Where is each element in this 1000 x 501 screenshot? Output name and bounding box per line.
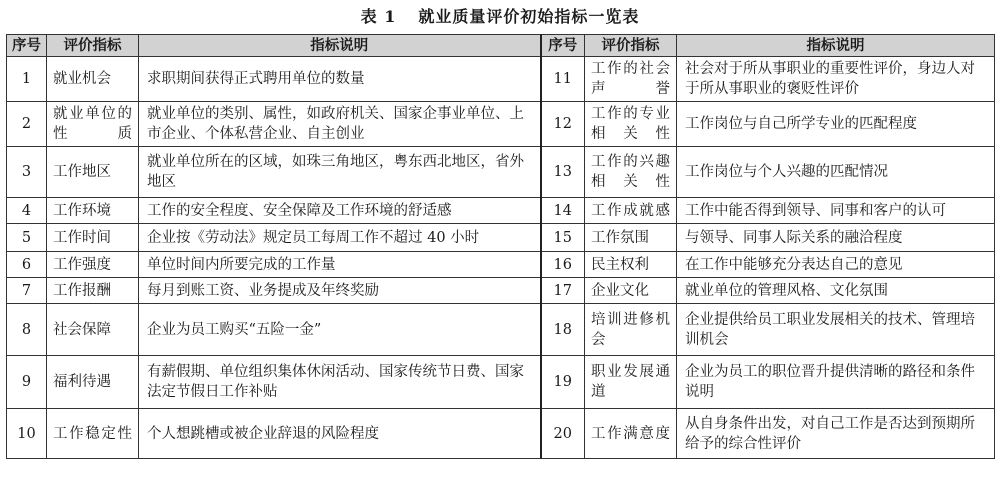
row-number: 2	[7, 102, 47, 147]
indicator-name: 工作环境	[47, 198, 139, 224]
table-row	[7, 102, 995, 147]
indicator-name: 工作成就感	[585, 198, 677, 224]
indicator-description: 工作岗位与个人兴趣的匹配情况	[677, 147, 995, 198]
row-number: 9	[7, 356, 47, 409]
table-header-row	[7, 35, 995, 57]
indicator-description: 工作中能否得到领导、同事和客户的认可	[677, 198, 995, 224]
row-number: 4	[7, 198, 47, 224]
indicator-name: 民主权利	[585, 252, 677, 278]
indicator-description: 企业提供给员工职业发展相关的技术、管理培训机会	[677, 304, 995, 356]
row-number: 3	[7, 147, 47, 198]
table-row	[7, 147, 995, 198]
indicator-name: 工作强度	[47, 252, 139, 278]
row-number: 13	[541, 147, 585, 198]
row-number: 18	[541, 304, 585, 356]
table-row	[7, 224, 995, 252]
header-indicator: 评价指标	[47, 35, 139, 57]
row-number: 15	[541, 224, 585, 252]
table-title: 就业质量评价初始指标一览表	[418, 7, 640, 26]
header-seq: 序号	[7, 35, 47, 57]
row-number: 10	[7, 409, 47, 459]
indicator-description: 工作岗位与自己所学专业的匹配程度	[677, 102, 995, 147]
header-indicator: 评价指标	[585, 35, 677, 57]
table-row	[7, 198, 995, 224]
row-number: 1	[7, 57, 47, 102]
indicator-description: 与领导、同事人际关系的融洽程度	[677, 224, 995, 252]
indicator-name: 企业文化	[585, 278, 677, 304]
indicator-name: 工作时间	[47, 224, 139, 252]
indicator-description: 企业为员工购买“五险一金”	[139, 304, 541, 356]
indicator-description: 每月到账工资、业务提成及年终奖励	[139, 278, 541, 304]
indicator-description: 从自身条件出发，对自己工作是否达到预期所给予的综合性评价	[677, 409, 995, 459]
row-number: 7	[7, 278, 47, 304]
indicator-description: 求职期间获得正式聘用单位的数量	[139, 57, 541, 102]
indicator-name: 就业机会	[47, 57, 139, 102]
indicator-name: 职业发展通道	[585, 356, 677, 409]
table-caption	[0, 0, 1000, 34]
indicator-name: 社会保障	[47, 304, 139, 356]
indicator-name: 工作报酬	[47, 278, 139, 304]
table-row	[7, 304, 995, 356]
indicator-name: 就业单位的性质	[47, 102, 139, 147]
row-number: 16	[541, 252, 585, 278]
row-number: 14	[541, 198, 585, 224]
indicator-description: 就业单位所在的区域，如珠三角地区，粤东西北地区，省外地区	[139, 147, 541, 198]
row-number: 5	[7, 224, 47, 252]
header-description: 指标说明	[677, 35, 995, 57]
indicator-description: 有薪假期、单位组织集体休闲活动、国家传统节日费、国家法定节假日工作补贴	[139, 356, 541, 409]
table-number: 表 1	[360, 7, 397, 26]
indicator-name: 工作的兴趣相关性	[585, 147, 677, 198]
indicator-description: 个人想跳槽或被企业辞退的风险程度	[139, 409, 541, 459]
indicator-description: 企业按《劳动法》规定员工每周工作不超过 40 小时	[139, 224, 541, 252]
indicator-description: 社会对于所从事职业的重要性评价，身边人对于所从事职业的褒贬性评价	[677, 57, 995, 102]
indicator-name: 工作的专业相关性	[585, 102, 677, 147]
indicator-table	[6, 34, 995, 459]
table-row	[7, 57, 995, 102]
row-number: 8	[7, 304, 47, 356]
table-row	[7, 356, 995, 409]
row-number: 12	[541, 102, 585, 147]
indicator-name: 福利待遇	[47, 356, 139, 409]
indicator-name: 工作满意度	[585, 409, 677, 459]
indicator-name: 工作地区	[47, 147, 139, 198]
indicator-name: 工作氛围	[585, 224, 677, 252]
indicator-name: 工作稳定性	[47, 409, 139, 459]
table-row	[7, 278, 995, 304]
row-number: 11	[541, 57, 585, 102]
table-row	[7, 409, 995, 459]
indicator-description: 就业单位的管理风格、文化氛围	[677, 278, 995, 304]
indicator-name: 培训进修机会	[585, 304, 677, 356]
indicator-description: 企业为员工的职位晋升提供清晰的路径和条件说明	[677, 356, 995, 409]
row-number: 20	[541, 409, 585, 459]
indicator-description: 单位时间内所要完成的工作量	[139, 252, 541, 278]
row-number: 19	[541, 356, 585, 409]
indicator-description: 在工作中能够充分表达自己的意见	[677, 252, 995, 278]
table-row	[7, 252, 995, 278]
row-number: 17	[541, 278, 585, 304]
indicator-name: 工作的社会声誉	[585, 57, 677, 102]
indicator-description: 就业单位的类别、属性，如政府机关、国家企事业单位、上市企业、个体私营企业、自主创业	[139, 102, 541, 147]
header-seq: 序号	[541, 35, 585, 57]
header-description: 指标说明	[139, 35, 541, 57]
row-number: 6	[7, 252, 47, 278]
indicator-description: 工作的安全程度、安全保障及工作环境的舒适感	[139, 198, 541, 224]
